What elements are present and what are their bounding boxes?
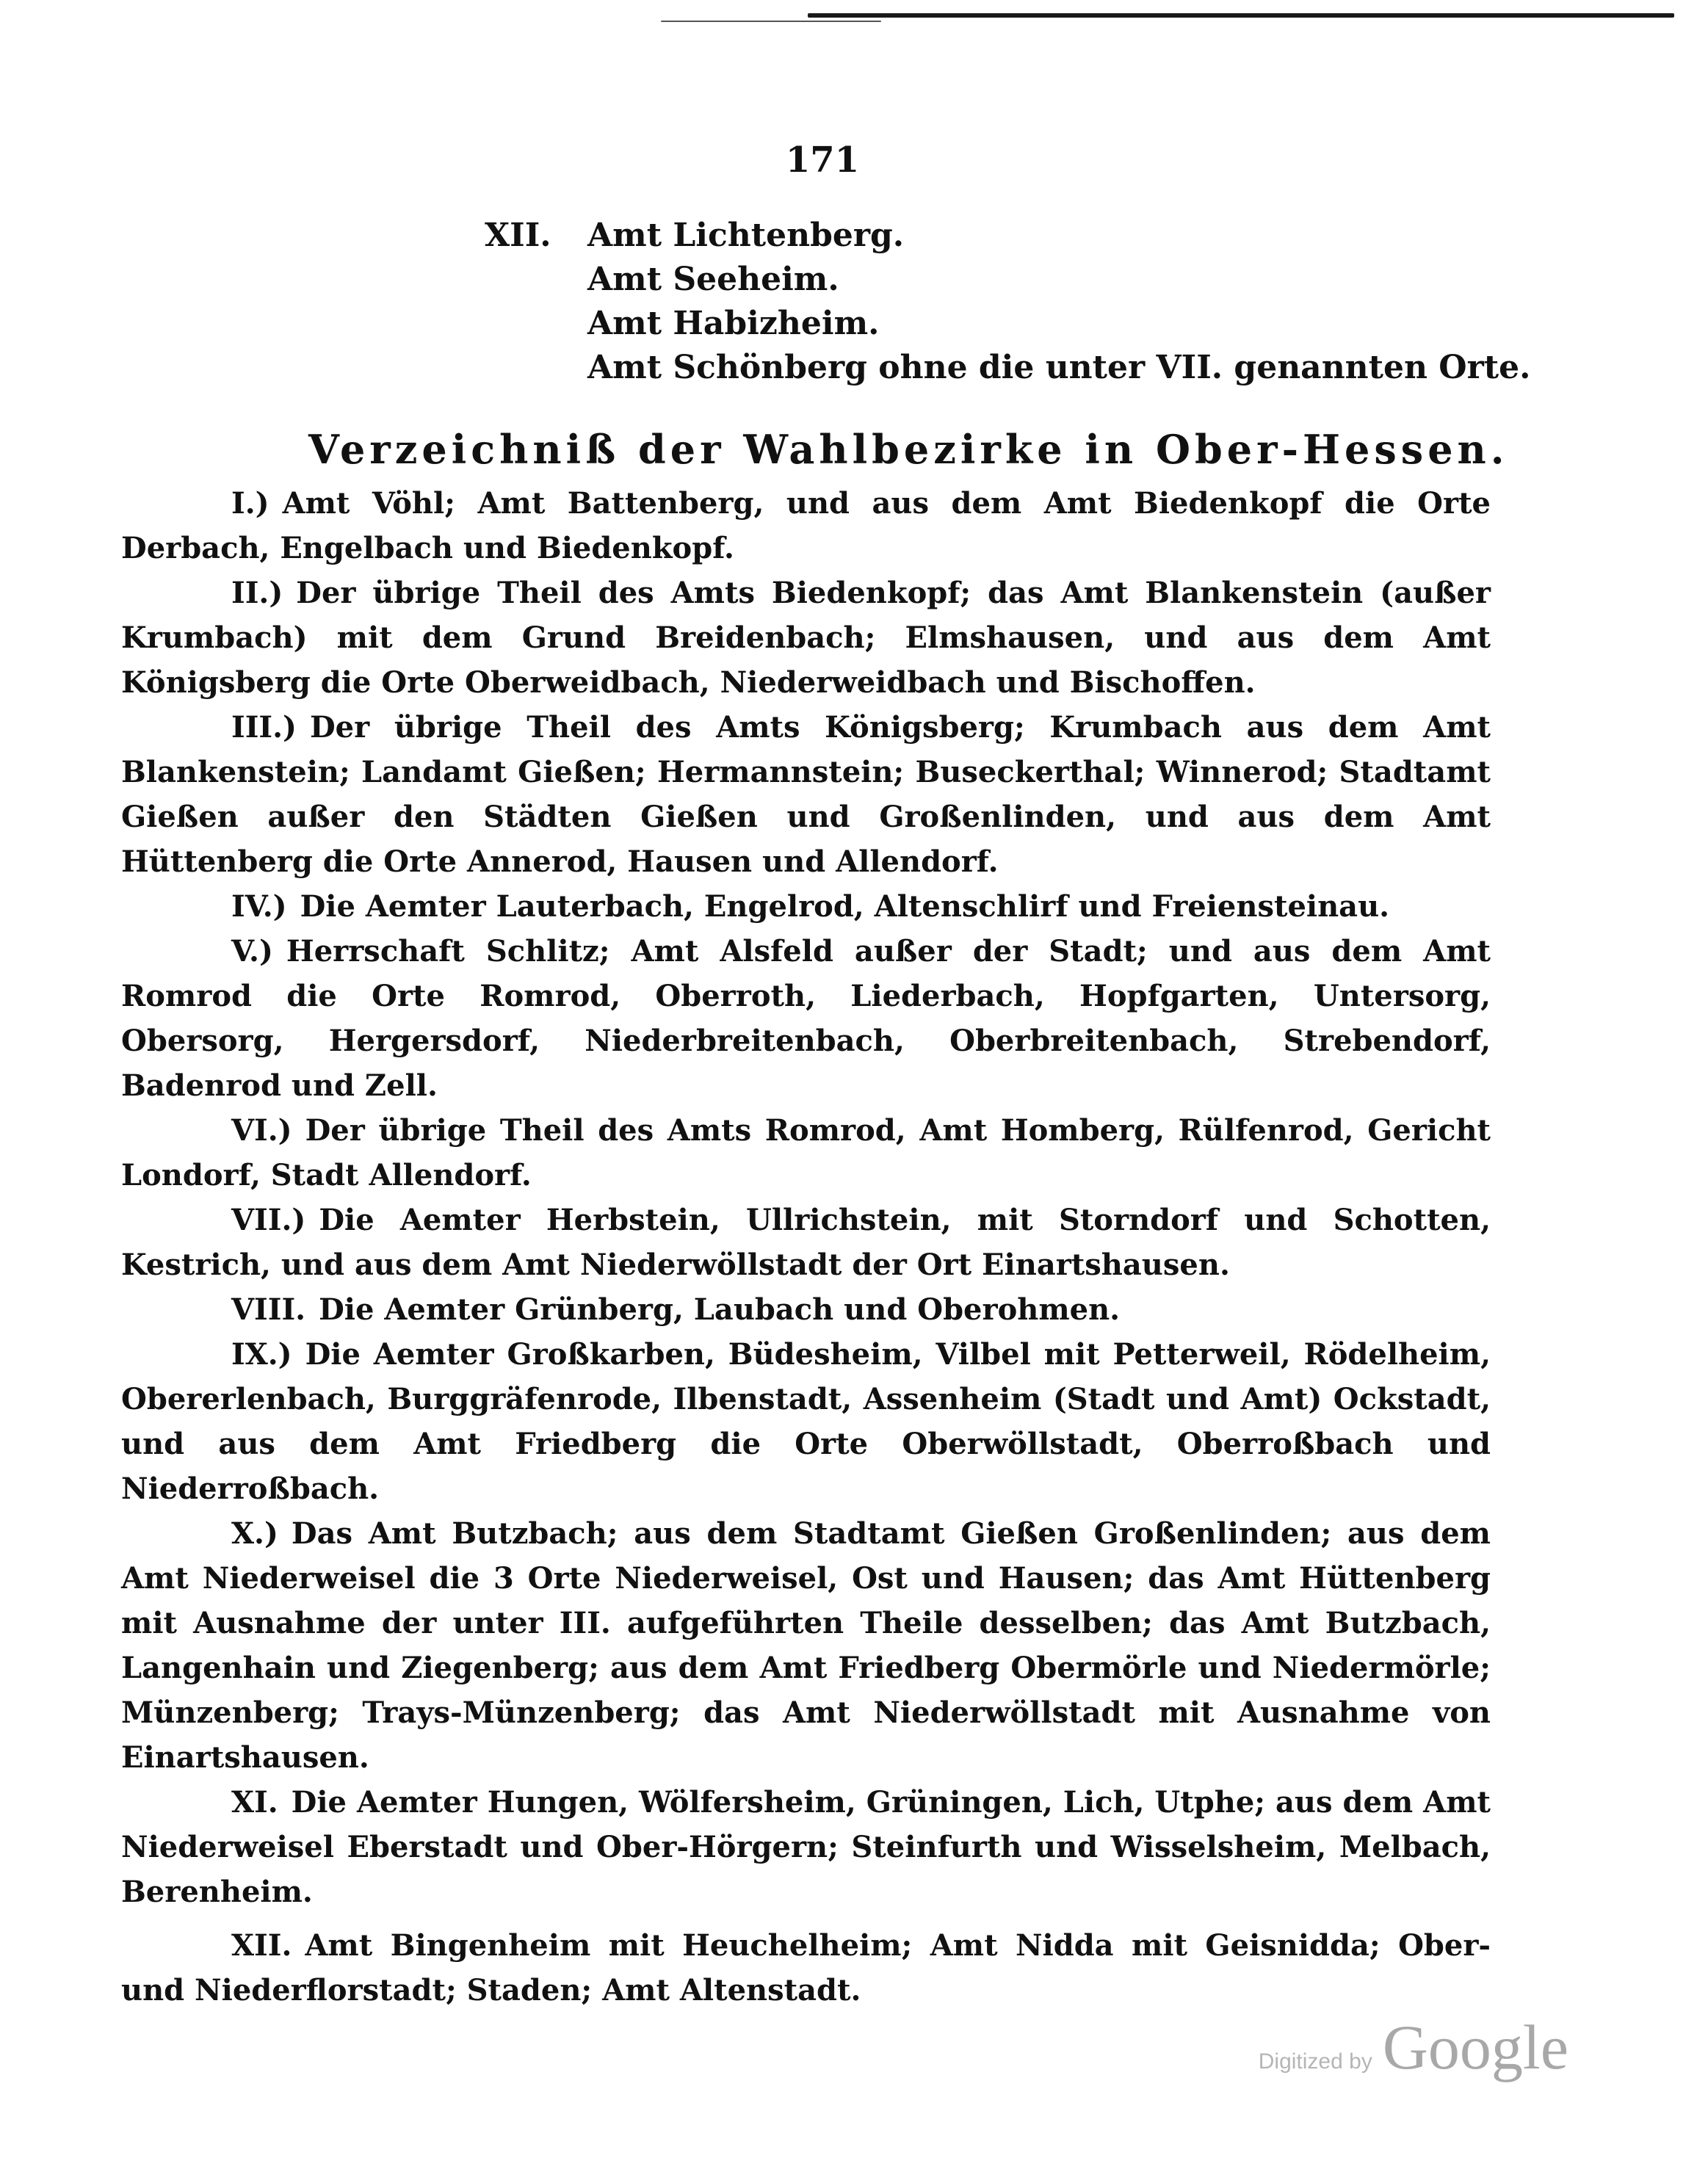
top-border-rule (808, 13, 1674, 18)
page-number: 171 (785, 140, 860, 181)
district-paragraph (121, 1511, 1491, 1780)
section-heading: Verzeichniß der Wahlbezirke in Ober-Hessen. (308, 426, 1509, 473)
amt-list-item (485, 213, 1586, 257)
district-text: Das Amt Butzbach; aus dem Stadtamt Gießen Großenlinden; aus dem Amt Niederweisel die 3 Orte Niederweisel, Ost und Hausen; das Amt Hüttenberg mit Ausnahme der unter III. aufgeführten Theile desselben; das Amt Butzbach, Langenhain und Ziegenberg; aus dem Amt Friedberg Obermörle und Niedermörle; Münzenberg; Trays-Münzenberg; das Amt Niederwöllstadt mit Ausnahme von Einartshausen. (121, 1516, 1491, 1775)
district-number: V.) (231, 934, 273, 969)
district-paragraph (121, 1923, 1491, 2013)
district-text: Herrschaft Schlitz; Amt Alsfeld außer der Stadt; und aus dem Amt Romrod die Orte Romrod, Oberroth, Liederbach, Hopfgarten, Untersorg, Obersorg, Hergersdorf, Niederbreitenbach, Oberbreitenbach, Strebendorf, Badenrod und Zell. (121, 934, 1491, 1103)
district-text: Der übrige Theil des Amts Romrod, Amt Homberg, Rülfenrod, Gericht Londorf, Stadt Allendorf. (121, 1113, 1491, 1192)
district-number: VIII. (231, 1292, 306, 1327)
district-paragraph (121, 705, 1491, 884)
district-number: II.) (231, 576, 283, 610)
district-text: Die Aemter Großkarben, Büdesheim, Vilbel mit Petterweil, Rödelheim, Obererlenbach, Burggräfenrode, Ilbenstadt, Assenheim (Stadt und Amt) Ockstadt, und aus dem Amt Friedberg die Orte Oberwöllstadt, Oberroßbach und Niederroßbach. (121, 1337, 1491, 1506)
district-number: I.) (231, 486, 269, 521)
amt-list (485, 213, 1586, 389)
district-text: Die Aemter Lauterbach, Engelrod, Altenschlirf und Freiensteinau. (300, 889, 1390, 924)
district-number: XI. (231, 1785, 278, 1820)
amt-list-text: Amt Lichtenberg. (587, 216, 905, 254)
district-text: Amt Bingenheim mit Heuchelheim; Amt Nidda mit Geisnidda; Ober- und Niederflorstadt; Staden; Amt Altenstadt. (121, 1928, 1491, 2008)
amt-list-item (485, 257, 1586, 301)
district-paragraph (121, 1332, 1491, 1511)
district-number: III.) (231, 710, 297, 745)
district-paragraph (121, 929, 1491, 1108)
district-text: Die Aemter Herbstein, Ullrichstein, mit Storndorf und Schotten, Kestrich, und aus dem Amt Niederwöllstadt der Ort Einartshausen. (121, 1203, 1491, 1282)
amt-list-text: Amt Seeheim. (587, 260, 839, 298)
district-paragraph (121, 1198, 1491, 1287)
amt-list-text: Amt Habizheim. (587, 304, 880, 342)
district-number: IV.) (231, 889, 287, 924)
district-number: IX.) (231, 1337, 292, 1372)
district-paragraph (121, 571, 1491, 705)
district-text: Der übrige Theil des Amts Königsberg; Krumbach aus dem Amt Blankenstein; Landamt Gießen; Hermannstein; Buseckerthal; Winnerod; Stadtamt Gießen außer den Städten Gießen und Großenlinden, und aus dem Amt Hüttenberg die Orte Annerod, Hausen und Allendorf. (121, 710, 1491, 879)
top-border-rule-thin (661, 21, 881, 22)
district-text: Die Aemter Hungen, Wölfersheim, Grüningen, Lich, Utphe; aus dem Amt Niederweisel Eberstadt und Ober-Hörgern; Steinfurth und Wisselsheim, Melbach, Berenheim. (121, 1785, 1491, 1909)
district-paragraph (121, 1780, 1491, 1914)
district-text: Die Aemter Grünberg, Laubach und Oberohmen. (319, 1292, 1121, 1327)
district-paragraph (121, 884, 1491, 929)
amt-list-number: XII. (485, 216, 551, 254)
district-number: XII. (231, 1928, 292, 1963)
watermark-brand: Google (1382, 2012, 1568, 2082)
watermark-prefix: Digitized by (1258, 2049, 1372, 2074)
amt-list-text: Amt Schönberg ohne die unter VII. genannten Orte. (587, 348, 1531, 386)
district-list (121, 481, 1491, 2013)
district-paragraph (121, 1108, 1491, 1198)
digitization-watermark (1259, 2010, 1568, 2084)
district-text: Der übrige Theil des Amts Biedenkopf; das Amt Blankenstein (außer Krumbach) mit dem Grund Breidenbach; Elmshausen, und aus dem Amt Königsberg die Orte Oberweidbach, Niederweidbach und Bischoffen. (121, 576, 1491, 700)
amt-list-item (485, 301, 1586, 345)
district-number: VI.) (231, 1113, 292, 1148)
district-number: VII.) (231, 1203, 306, 1237)
district-text: Amt Vöhl; Amt Battenberg, und aus dem Amt Biedenkopf die Orte Derbach, Engelbach und Biedenkopf. (121, 486, 1491, 565)
district-paragraph (121, 1287, 1491, 1332)
district-number: X.) (231, 1516, 278, 1551)
amt-list-item (485, 345, 1586, 389)
district-paragraph (121, 481, 1491, 571)
